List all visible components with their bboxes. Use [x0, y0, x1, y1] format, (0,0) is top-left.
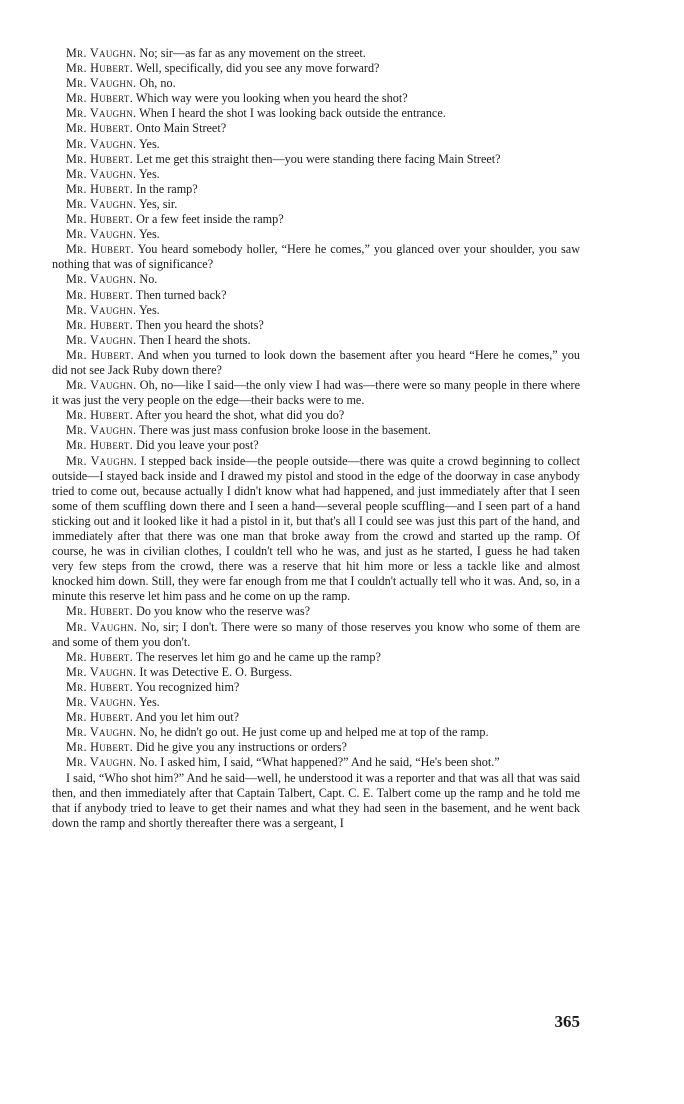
- testimony-paragraph: [52, 454, 580, 605]
- speaker-name: Mr. Hubert.: [66, 710, 134, 725]
- testimony-text: Let me get this straight then—you were standing there facing Main Street?: [133, 151, 501, 166]
- testimony-paragraph: [52, 272, 580, 287]
- testimony-paragraph: [52, 318, 580, 333]
- speaker-name: Mr. Hubert.: [66, 181, 134, 196]
- testimony-paragraph: [52, 408, 580, 423]
- testimony-text: It was Detective E. O. Burgess.: [136, 664, 293, 679]
- testimony-paragraph: [52, 212, 580, 227]
- testimony-text: No, he didn't go out. He just come up and helped me at top of the ramp.: [136, 725, 489, 740]
- speaker-name: Mr. Hubert.: [66, 438, 134, 453]
- testimony-text: No.: [136, 272, 158, 287]
- testimony-paragraph: [52, 423, 580, 438]
- testimony-text: Oh, no.: [136, 76, 176, 91]
- speaker-name: Mr. Hubert.: [66, 287, 134, 302]
- testimony-text: No. I asked him, I said, “What happened?” And he said, “He's been shot.”: [136, 755, 500, 770]
- testimony-paragraph: [52, 152, 580, 167]
- speaker-name: Mr. Hubert.: [66, 61, 134, 76]
- speaker-name: Mr. Hubert.: [66, 679, 134, 694]
- testimony-text: Which way were you looking when you heard the shot?: [133, 91, 408, 106]
- speaker-name: Mr. Vaughn.: [66, 46, 137, 60]
- speaker-name: Mr. Hubert.: [66, 151, 134, 166]
- testimony-text: Did he give you any instructions or orders?: [133, 740, 347, 755]
- testimony-text: Or a few feet inside the ramp?: [133, 212, 284, 227]
- testimony-text: Yes, sir.: [136, 196, 178, 211]
- testimony-paragraph: [52, 725, 580, 740]
- testimony-text: There was just mass confusion broke loose in the basement.: [136, 423, 431, 438]
- speaker-name: Mr. Vaughn.: [66, 378, 137, 393]
- speaker-name: Mr. Vaughn.: [66, 136, 137, 151]
- testimony-paragraph: [52, 438, 580, 453]
- testimony-paragraph: [52, 650, 580, 665]
- testimony-paragraph: [52, 695, 580, 710]
- testimony-paragraph: [52, 227, 580, 242]
- speaker-name: Mr. Vaughn.: [66, 695, 137, 710]
- testimony-text: No; sir—as far as any movement on the street.: [136, 46, 366, 60]
- testimony-paragraph: [52, 740, 580, 755]
- testimony-text: You recognized him?: [133, 679, 240, 694]
- testimony-text: Yes.: [136, 302, 160, 317]
- speaker-name: Mr. Hubert.: [66, 121, 134, 136]
- testimony-paragraph: [52, 378, 580, 408]
- testimony-text: I said, “Who shot him?” And he said—well, he understood it was a reporter and that was all that was said then, and then immediately after that Captain Talbert, Capt. C. E. Talbert come up the ramp and he told me that if anybody tried to leave to get their names and what they had seen in the basement, and he went back down the ramp and shortly thereafter there was a sergeant, I: [52, 770, 580, 830]
- speaker-name: Mr. Hubert.: [66, 91, 134, 106]
- testimony-paragraph: [52, 288, 580, 303]
- transcript-body: [52, 46, 580, 831]
- testimony-paragraph: [52, 137, 580, 152]
- testimony-paragraph: [52, 348, 580, 378]
- testimony-paragraph: [52, 665, 580, 680]
- testimony-text: And you let him out?: [133, 710, 240, 725]
- testimony-paragraph: [52, 46, 580, 61]
- testimony-text: Do you know who the reserve was?: [133, 604, 311, 619]
- testimony-text: Then you heard the shots?: [133, 317, 264, 332]
- testimony-text: And when you turned to look down the basement after you heard “Here he comes,” you did not see Jack Ruby down there?: [52, 347, 580, 377]
- speaker-name: Mr. Hubert.: [66, 212, 134, 227]
- testimony-paragraph: [52, 121, 580, 136]
- testimony-text: Then turned back?: [133, 287, 227, 302]
- testimony-paragraph: [52, 680, 580, 695]
- speaker-name: Mr. Vaughn.: [66, 272, 137, 287]
- page-number: 365: [554, 1012, 580, 1031]
- testimony-text: The reserves let him go and he came up the ramp?: [133, 649, 381, 664]
- testimony-text: Well, specifically, did you see any move forward?: [133, 61, 380, 76]
- speaker-name: Mr. Hubert.: [66, 649, 134, 664]
- testimony-text: Oh, no—like I said—the only view I had was—there were so many people in there where it was just the very people on the edge—their backs were to me.: [52, 378, 581, 408]
- speaker-name: Mr. Vaughn.: [66, 619, 138, 634]
- testimony-paragraph: [52, 620, 580, 650]
- testimony-paragraph: [52, 106, 580, 121]
- speaker-name: Mr. Vaughn.: [66, 423, 137, 438]
- transcript-page: [52, 46, 580, 831]
- speaker-name: Mr. Vaughn.: [66, 76, 137, 91]
- testimony-text: In the ramp?: [133, 181, 198, 196]
- speaker-name: Mr. Vaughn.: [66, 664, 137, 679]
- testimony-text: You heard somebody holler, “Here he comes,” you glanced over your shoulder, you saw nothing that was of significance?: [52, 242, 580, 272]
- testimony-paragraph: [52, 303, 580, 318]
- speaker-name: Mr. Vaughn.: [66, 166, 137, 181]
- testimony-paragraph: [52, 771, 580, 831]
- speaker-name: Mr. Hubert.: [66, 317, 134, 332]
- testimony-paragraph: [52, 333, 580, 348]
- speaker-name: Mr. Hubert.: [66, 740, 134, 755]
- speaker-name: Mr. Hubert.: [66, 604, 134, 619]
- speaker-name: Mr. Hubert.: [66, 242, 135, 257]
- testimony-text: When I heard the shot I was looking back outside the entrance.: [136, 106, 446, 121]
- testimony-text: Did you leave your post?: [133, 438, 259, 453]
- testimony-text: No, sir; I don't. There were so many of those reserves you know who some of them are and some of them you don't.: [52, 619, 581, 649]
- testimony-text: After you heard the shot, what did you do?: [133, 408, 345, 423]
- speaker-name: Mr. Hubert.: [66, 347, 135, 362]
- testimony-paragraph: [52, 710, 580, 725]
- speaker-name: Mr. Vaughn.: [66, 106, 137, 121]
- speaker-name: Mr. Vaughn.: [66, 196, 137, 211]
- speaker-name: Mr. Vaughn.: [66, 227, 137, 242]
- testimony-paragraph: [52, 61, 580, 76]
- testimony-paragraph: [52, 755, 580, 770]
- speaker-name: Mr. Vaughn.: [66, 332, 137, 347]
- speaker-name: Mr. Hubert.: [66, 408, 134, 423]
- testimony-paragraph: [52, 167, 580, 182]
- testimony-paragraph: [52, 91, 580, 106]
- testimony-text: Then I heard the shots.: [136, 332, 251, 347]
- testimony-paragraph: [52, 182, 580, 197]
- testimony-paragraph: [52, 242, 580, 272]
- testimony-text: Yes.: [136, 166, 160, 181]
- speaker-name: Mr. Vaughn.: [66, 302, 137, 317]
- testimony-text: Yes.: [136, 136, 160, 151]
- speaker-name: Mr. Vaughn.: [66, 453, 138, 468]
- testimony-text: Yes.: [136, 227, 160, 242]
- testimony-text: Yes.: [136, 695, 160, 710]
- testimony-text: Onto Main Street?: [133, 121, 227, 136]
- testimony-text: I stepped back inside—the people outside—there was quite a crowd beginning to collect outside—I stayed back inside and I drawed my pistol and stood in the edge of the doorway in case anybody tried to come out, because actually I didn't know what had happened, and just immediately after that I seen some of them scuffling down there and I seen a hand—several people scuffling—and I seen part of a hand sticking out and it looked like it had a pistol in it, but that's all I could see was just this part of the hand, and immediately after that there was one man that broke away from the crowd and started up the ramp. Of course, he was in civilian clothes, I couldn't tell who he was, and just as he started, I guess he had taken very few steps from the crowd, there was a reserve that hit him more or less a tackle like and almost knocked him down. Still, they were far enough from me that I couldn't actually tell who it was. And, so, in a minute this reserve let him pass and he come on up the ramp.: [52, 453, 580, 604]
- speaker-name: Mr. Vaughn.: [66, 725, 137, 740]
- testimony-paragraph: [52, 76, 580, 91]
- testimony-paragraph: [52, 604, 580, 619]
- speaker-name: Mr. Vaughn.: [66, 755, 137, 770]
- testimony-paragraph: [52, 197, 580, 212]
